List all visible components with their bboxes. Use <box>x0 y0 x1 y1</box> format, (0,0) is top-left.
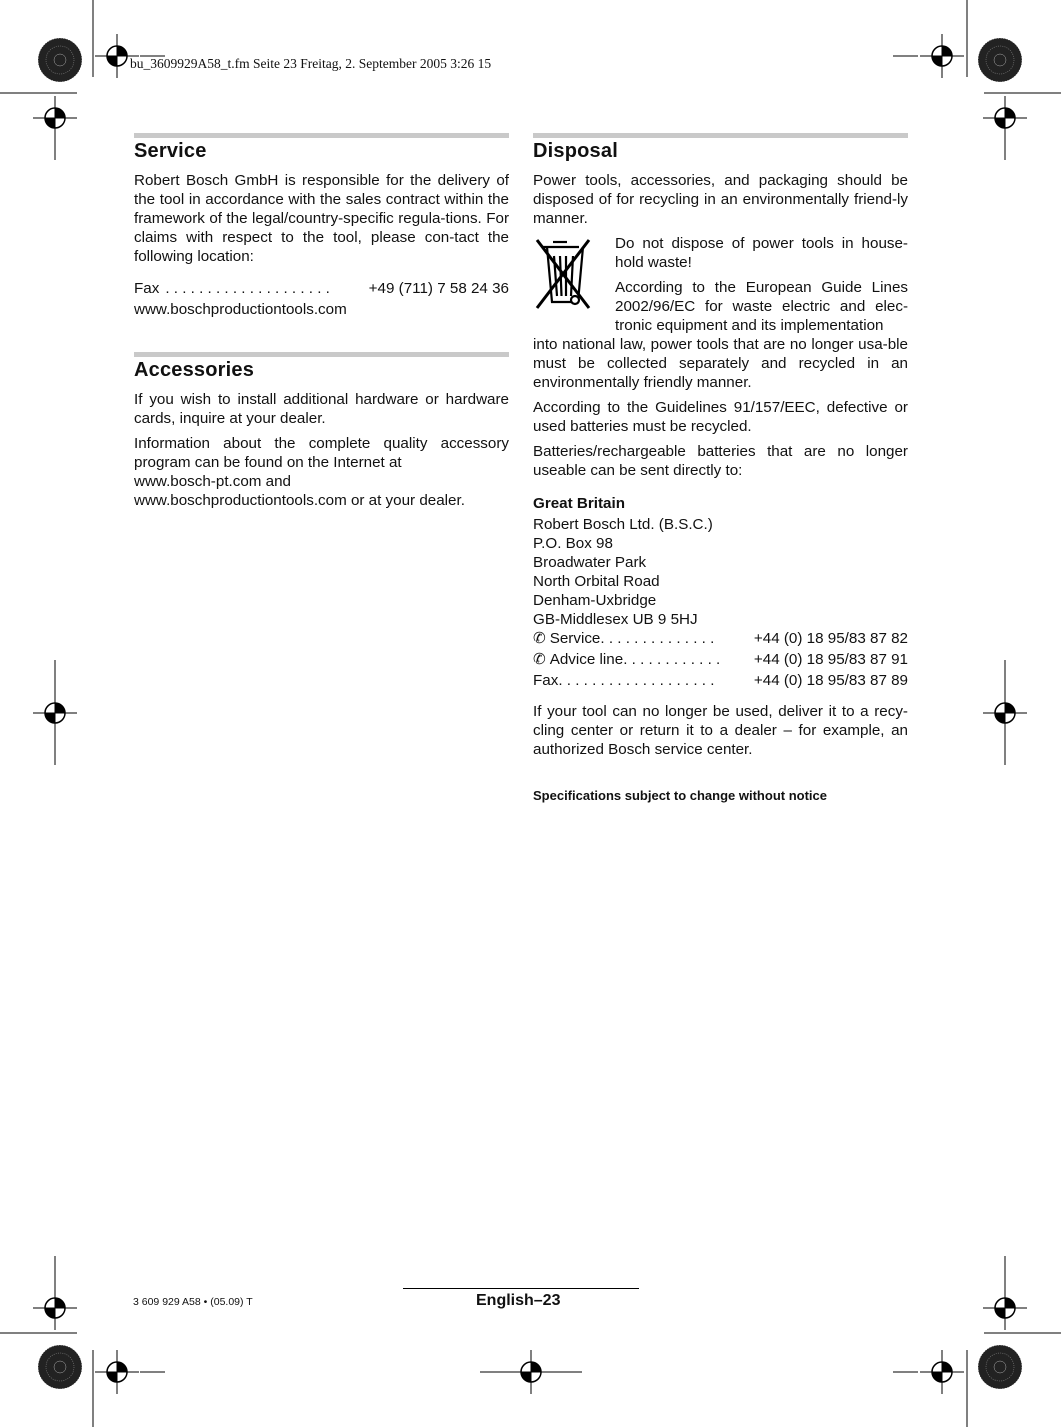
section-rule <box>134 133 509 138</box>
gb-address <box>533 515 908 629</box>
weee-block <box>533 234 908 335</box>
address-line: Broadwater Park <box>533 554 647 571</box>
fax-label: Fax <box>134 280 160 297</box>
leader-dots: . . . . . . . . . . . . . . . . . . . . <box>165 280 330 297</box>
contact-number: +44 (0) 18 95/83 87 89 <box>753 672 908 689</box>
gb-closing-text: If your tool can no longer be used, deliver it to a recy-cling center or return it to a dealer – for example, an authorized Bosch service center. <box>533 703 908 758</box>
service-section <box>134 133 509 319</box>
leader-dots: . . . . . . . . . . . . . . <box>600 630 715 647</box>
leader-dots: . . . . . . . . . . . . . . . . . . . <box>558 672 715 689</box>
accessories-text-2: Information about the complete quality accessory program can be found on the Internet at <box>134 435 509 471</box>
disposal-text-3b: into national law, power tools that are no longer usa-ble must be collected separately and recycled in an environmentally friendly manner. <box>533 336 908 391</box>
accessories-title: Accessories <box>134 359 255 381</box>
disposal-title: Disposal <box>533 140 618 162</box>
contact-label: Advice line <box>549 651 624 668</box>
footer-page-number: English–23 <box>476 1292 561 1309</box>
section-rule <box>134 352 509 357</box>
weee-text-wrap <box>615 234 908 335</box>
accessories-text-1: If you wish to install additional hardware or hardware cards, inquire at your dealer. <box>134 391 509 427</box>
contact-number: +44 (0) 18 95/83 87 91 <box>753 651 908 668</box>
service-website: www.boschproductiontools.com <box>134 301 347 318</box>
right-column <box>533 133 908 803</box>
address-line: P.O. Box 98 <box>533 535 613 552</box>
disposal-text-1: Power tools, accessories, and packaging should be disposed of for recycling in an environmentally friend-ly manner. <box>533 172 908 227</box>
specifications-notice: Specifications subject to change without notice <box>533 788 827 803</box>
contact-row-service <box>533 629 908 648</box>
footer-rule <box>403 1288 639 1289</box>
service-fax-row <box>134 279 509 298</box>
address-line: Denham-Uxbridge <box>533 592 657 609</box>
fax-number: +49 (711) 7 58 24 36 <box>368 280 509 297</box>
disposal-text-4: According to the Guidelines 91/157/EEC, defective or used batteries must be recycled. <box>533 399 908 435</box>
footer-product-code: 3 609 929 A58 • (05.09) T <box>133 1296 253 1308</box>
address-line: Robert Bosch Ltd. (B.S.C.) <box>533 516 713 533</box>
service-text: Robert Bosch GmbH is responsible for the delivery of the tool in accordance with the sales contract within the framework of the legal/country-specific regula-tions. For claims with respect to the tool, please con-tact the following location: <box>134 172 509 265</box>
left-column <box>134 133 509 510</box>
phone-icon: ✆ <box>533 630 546 647</box>
disposal-section <box>533 133 908 803</box>
accessories-link-2: www.boschproductiontools.com or at your dealer. <box>134 492 465 509</box>
contact-number: +44 (0) 18 95/83 87 82 <box>753 630 908 647</box>
accessories-section <box>134 352 509 510</box>
service-title: Service <box>134 140 207 162</box>
disposal-text-3a: According to the European Guide Lines 2002/96/EC for waste electric and elec-tronic equipment and its implementation <box>615 279 908 334</box>
address-line: GB-Middlesex UB 9 5HJ <box>533 611 698 628</box>
contact-label: Service <box>549 630 601 647</box>
accessories-link-1: www.bosch-pt.com and <box>134 473 292 490</box>
file-info-header: bu_3609929A58_t.fm Seite 23 Freitag, 2. September 2005 3:26 15 <box>130 56 492 71</box>
leader-dots: . . . . . . . . . . . . <box>623 651 721 668</box>
contact-row-advice <box>533 650 908 669</box>
disposal-text-5: Batteries/rechargeable batteries that are no longer useable can be sent directly to: <box>533 443 908 479</box>
crossed-out-wheelie-bin-icon <box>533 234 595 312</box>
address-line: North Orbital Road <box>533 573 660 590</box>
great-britain-heading: Great Britain <box>533 495 625 512</box>
contact-label: Fax <box>533 672 559 689</box>
accessories-links <box>134 472 509 510</box>
gb-contacts <box>533 629 908 690</box>
phone-icon: ✆ <box>533 651 546 668</box>
weee-icon-wrap <box>533 234 615 335</box>
disposal-text-2: Do not dispose of power tools in house-hold waste! <box>615 235 908 271</box>
contact-row-fax <box>533 671 908 690</box>
section-rule <box>533 133 908 138</box>
